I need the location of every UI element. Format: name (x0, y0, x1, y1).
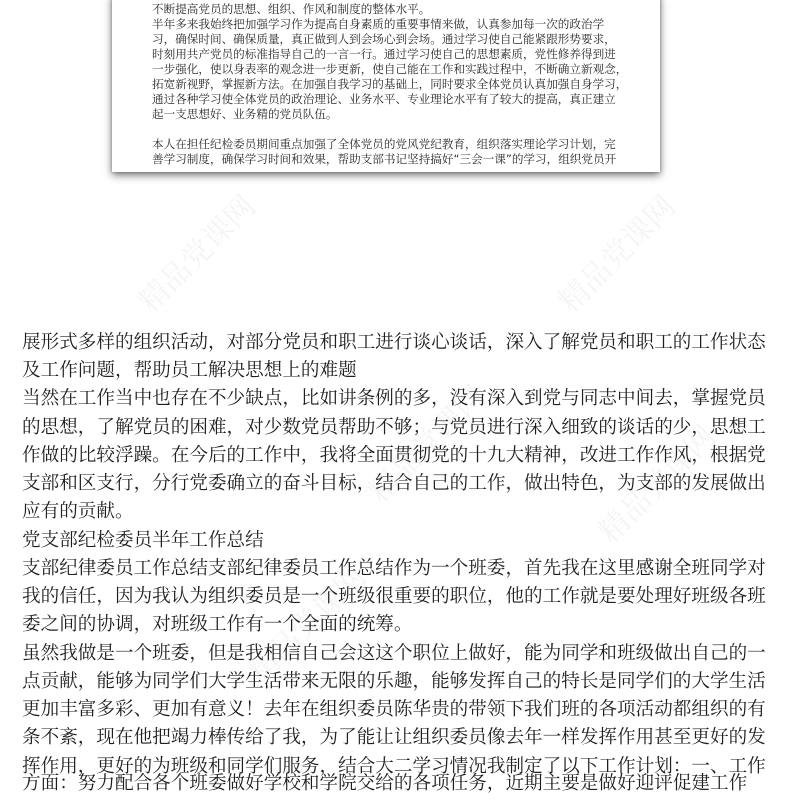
body-line: 展形式多样的组织活动，对部分党员和职工进行谈心谈话，深入了解党员和职工的工作状态 (22, 332, 766, 353)
preview-line: 习，确保时间、确保质量，真正做到人到会场心到会场。通过学习使自己能紧跟形势要求， (152, 32, 616, 46)
body-line: 我的信任，因为我认为组织委员是一个班级很重要的职位，他的工作就是要处理好班级各班 (22, 586, 766, 607)
document-page-preview (112, 0, 660, 172)
section-title: 党支部纪检委员半年工作总结 (22, 530, 264, 551)
preview-line: 半年多来我始终把加强学习作为提高自身素质的重要事情来做，认真参加每一次的政治学 (152, 17, 605, 31)
body-line: 更加丰富多彩、更加有意义！去年在组织委员陈华贵的带领下我们班的各项活动都组织的有 (22, 699, 766, 720)
preview-line: 不断提高党员的思想、组织、作风和制度的整体水平。 (152, 2, 431, 16)
preview-line: 时刻用共产党员的标准指导自己的一言一行。通过学习使自己的思想素质，党性修养得到进 (152, 47, 616, 61)
preview-line: 本人在担任纪检委员期间重点加强了全体党员的党风党纪教育，组织落实理论学习计划，完 (152, 137, 616, 151)
body-line: 支部和区支行，分行党委确立的奋斗目标，结合自己的工作，做出特色，为支部的发展做出 (22, 473, 766, 494)
body-line: 点贡献，能够为同学们大学生活带来无限的乐趣，能够发挥自己的特长是同学们的大学生活 (22, 671, 766, 692)
preview-line: 一步强化，使以身表率的观念进一步更新，使自己能在工作和实践过程中，不断确立新观念， (152, 62, 628, 76)
preview-line: 拓宽新视野，掌握新方法。在加强自我学习的基础上，同时要求全体党员认真加强自身学习， (152, 77, 628, 91)
body-line: 及工作问题，帮助员工解决思想上的难题 (22, 360, 357, 381)
watermark (126, 183, 263, 320)
body-line: 虽然我做是一个班委，但是我相信自己会这这个职位上做好，能为同学和班级做出自己的一 (22, 643, 766, 664)
body-line: 条不紊，现在他把竭力棒传给了我，为了能让让组织委员像去年一样发挥作用甚至更好的发 (22, 727, 766, 748)
body-line: 支部纪律委员工作总结支部纪律委员工作总结作为一个班委，首先我在这里感谢全班同学对 (22, 558, 766, 579)
preview-line: 起一支思想好、业务精的党员队伍。 (152, 107, 338, 121)
watermark (546, 183, 683, 320)
body-line: 应有的贡献。 (22, 501, 134, 522)
body-line: 委之间的协调，对班级工作有一个全面的统筹。 (22, 614, 413, 635)
body-line: 挥作用，更好的为班级和同学们服务，结合大二学习情况我制定了以下工作计划：一、工作 (22, 756, 766, 777)
preview-line: 通过各种学习使全体党员的政治理论、业务水平、专业理论水平有了较大的提高，真正建立 (152, 92, 616, 106)
body-line: 当然在工作当中也存在不少缺点，比如讲条例的多，没有深入到党与同志中间去，掌握党员 (22, 388, 766, 409)
preview-line: 善学习制度，确保学习时间和效果，帮助支部书记坚持搞好“三会一课”的学习，组织党员开 (152, 152, 617, 166)
body-line: 作做的比较浮躁。在今后的工作中，我将全面贯彻党的十九大精神，改进工作作风，根据党 (22, 445, 766, 466)
body-line: 的思想，了解党员的困难，对少数党员帮助不够；与党员进行深入细致的谈话的少，思想工 (22, 417, 766, 438)
body-line: 方面：努力配合各个班委做好学校和学院交给的各项任务，近期主要是做好迎评促建工作 (22, 773, 748, 794)
